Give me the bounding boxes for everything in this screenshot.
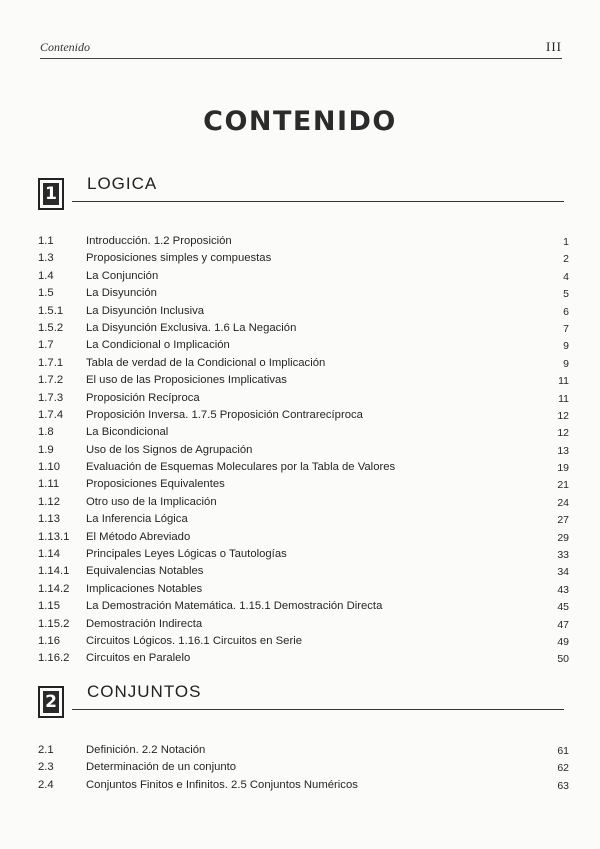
chapter-number: 2: [43, 691, 59, 713]
section-number: 1.12: [38, 495, 60, 508]
toc-entry: [38, 652, 569, 669]
section-title: La Condicional o Implicación: [86, 339, 230, 352]
section-number: 1.13: [38, 513, 60, 526]
toc-entry: [38, 478, 569, 495]
page-number: 11: [558, 392, 569, 405]
page-number: 62: [557, 762, 569, 775]
page-number: 4: [563, 270, 569, 283]
page-number: 9: [563, 340, 569, 353]
section-title: La Inferencia Lógica: [86, 513, 188, 526]
chapter-rule: [72, 709, 564, 710]
section-title: Uso de los Signos de Agrupación: [86, 443, 253, 456]
page-number: 12: [557, 409, 569, 422]
section-title: Introducción. 1.2 Proposición: [86, 235, 232, 247]
chapter-title: CONJUNTOS: [87, 682, 202, 701]
page-number: 2: [563, 253, 569, 266]
toc-entry: [38, 565, 569, 582]
toc-entry: [38, 305, 569, 322]
section-title: Proposiciones Equivalentes: [86, 478, 225, 491]
section-number: 1.4: [38, 269, 54, 282]
chapter-title: LOGICA: [87, 174, 158, 193]
toc-entry: [38, 270, 569, 287]
toc-entry: [38, 252, 569, 269]
section-title: Equivalencias Notables: [86, 565, 204, 578]
chapter-rule: [72, 201, 564, 202]
section-title: Implicaciones Notables: [86, 582, 203, 595]
section-title: La Disyunción Inclusiva: [86, 304, 205, 317]
section-title: La Bicondicional: [86, 426, 169, 439]
page-number: 24: [557, 496, 569, 509]
toc-entry: [38, 635, 569, 652]
section-number: 1.7.4: [38, 408, 64, 421]
page-number: 1: [563, 236, 569, 248]
section-title: El Método Abreviado: [86, 530, 191, 543]
running-title: Contenido: [40, 40, 90, 54]
toc-entry: [38, 322, 569, 339]
page-number: 50: [557, 653, 569, 666]
toc-entry: [38, 618, 569, 635]
page-number: 6: [563, 305, 569, 318]
section-number: 1.7.2: [38, 374, 64, 387]
page-number: 19: [557, 462, 569, 475]
toc-entry: [38, 513, 569, 530]
section-title: Tabla de verdad de la Condicional o Implicación: [86, 356, 326, 369]
page-number: 33: [557, 549, 569, 562]
page-number: 63: [557, 779, 569, 792]
page-number: 7: [563, 322, 569, 335]
section-title: Otro uso de la Implicación: [86, 495, 217, 508]
page-number: 9: [563, 357, 569, 370]
toc-entry: [38, 426, 569, 443]
running-header: [40, 40, 562, 59]
toc-entry: [38, 444, 569, 461]
section-number: 2.4: [38, 778, 54, 791]
toc-entry: [38, 357, 569, 374]
toc-entry: [38, 409, 569, 426]
section-title: El uso de las Proposiciones Implicativas: [86, 374, 287, 387]
page-number: 12: [557, 427, 569, 440]
page-number: 34: [557, 566, 569, 579]
toc-entry: [38, 339, 569, 356]
page-number: 61: [557, 745, 569, 757]
section-number: 1.11: [38, 478, 60, 491]
section-title: Proposición Recíproca: [86, 391, 200, 404]
toc-entry: [38, 531, 569, 548]
page-number: 11: [558, 375, 569, 388]
page-number: 47: [557, 618, 569, 631]
chapter-number-box: [38, 178, 64, 210]
chapter-2-entries: [38, 744, 569, 796]
section-number: 1.8: [38, 426, 54, 439]
page-number: 29: [557, 531, 569, 544]
section-number: 2.3: [38, 761, 54, 774]
section-title: Demostración Indirecta: [86, 617, 203, 630]
page-number: 21: [557, 479, 569, 492]
section-title: Proposición Inversa. 1.7.5 Proposición Contrarecíproca: [86, 408, 363, 421]
page-number: 13: [557, 444, 569, 457]
section-number: 1.14: [38, 548, 60, 561]
page-number: 27: [557, 514, 569, 527]
section-title: La Disyunción: [86, 287, 157, 300]
page-number: 49: [557, 635, 569, 648]
page-title: CONTENIDO: [203, 106, 397, 137]
toc-entry: [38, 761, 569, 778]
page-number: 45: [557, 601, 569, 614]
section-title: Evaluación de Esquemas Moleculares por la Tabla de Valores: [86, 461, 396, 474]
section-number: 1.10: [38, 461, 60, 474]
toc-entry: [38, 235, 569, 252]
section-number: 1.14.1: [38, 565, 70, 578]
toc-entry: [38, 744, 569, 761]
toc-entry: [38, 779, 569, 796]
toc-entry: [38, 548, 569, 565]
toc-entry: [38, 392, 569, 409]
section-number: 1.7.3: [38, 391, 64, 404]
chapter-1-entries: [38, 235, 569, 670]
chapter-number: 1: [43, 183, 59, 205]
toc-entry: [38, 600, 569, 617]
section-number: 2.1: [38, 744, 54, 756]
section-number: 1.16: [38, 634, 60, 647]
section-title: Proposiciones simples y compuestas: [86, 252, 272, 265]
section-title: Definición. 2.2 Notación: [86, 744, 206, 756]
section-title: La Demostración Matemática. 1.15.1 Demostración Directa: [86, 600, 383, 613]
section-number: 1.7: [38, 339, 54, 352]
section-title: La Disyunción Exclusiva. 1.6 La Negación: [86, 321, 297, 334]
page-number-roman: III: [546, 39, 562, 54]
section-number: 1.3: [38, 252, 54, 265]
section-number: 1.1: [38, 235, 54, 247]
section-number: 1.15: [38, 600, 60, 613]
section-title: Conjuntos Finitos e Infinitos. 2.5 Conjuntos Numéricos: [86, 778, 358, 791]
section-number: 1.13.1: [38, 530, 70, 543]
page-number: 43: [557, 583, 569, 596]
section-title: Principales Leyes Lógicas o Tautologías: [86, 548, 287, 561]
section-number: 1.9: [38, 443, 54, 456]
section-title: Circuitos en Paralelo: [86, 652, 191, 665]
section-number: 1.14.2: [38, 582, 70, 595]
chapter-number-box: [38, 686, 64, 718]
toc-entry: [38, 583, 569, 600]
section-number: 1.15.2: [38, 617, 70, 630]
section-title: La Conjunción: [86, 269, 159, 282]
section-number: 1.5.1: [38, 304, 64, 317]
section-number: 1.5: [38, 287, 54, 300]
page-number: 5: [563, 288, 569, 301]
toc-entry: [38, 461, 569, 478]
toc-entry: [38, 496, 569, 513]
section-number: 1.5.2: [38, 321, 64, 334]
section-title: Circuitos Lógicos. 1.16.1 Circuitos en Serie: [86, 634, 302, 647]
section-title: Determinación de un conjunto: [86, 761, 237, 774]
section-number: 1.16.2: [38, 652, 70, 665]
toc-entry: [38, 287, 569, 304]
section-number: 1.7.1: [38, 356, 64, 369]
toc-entry: [38, 374, 569, 391]
